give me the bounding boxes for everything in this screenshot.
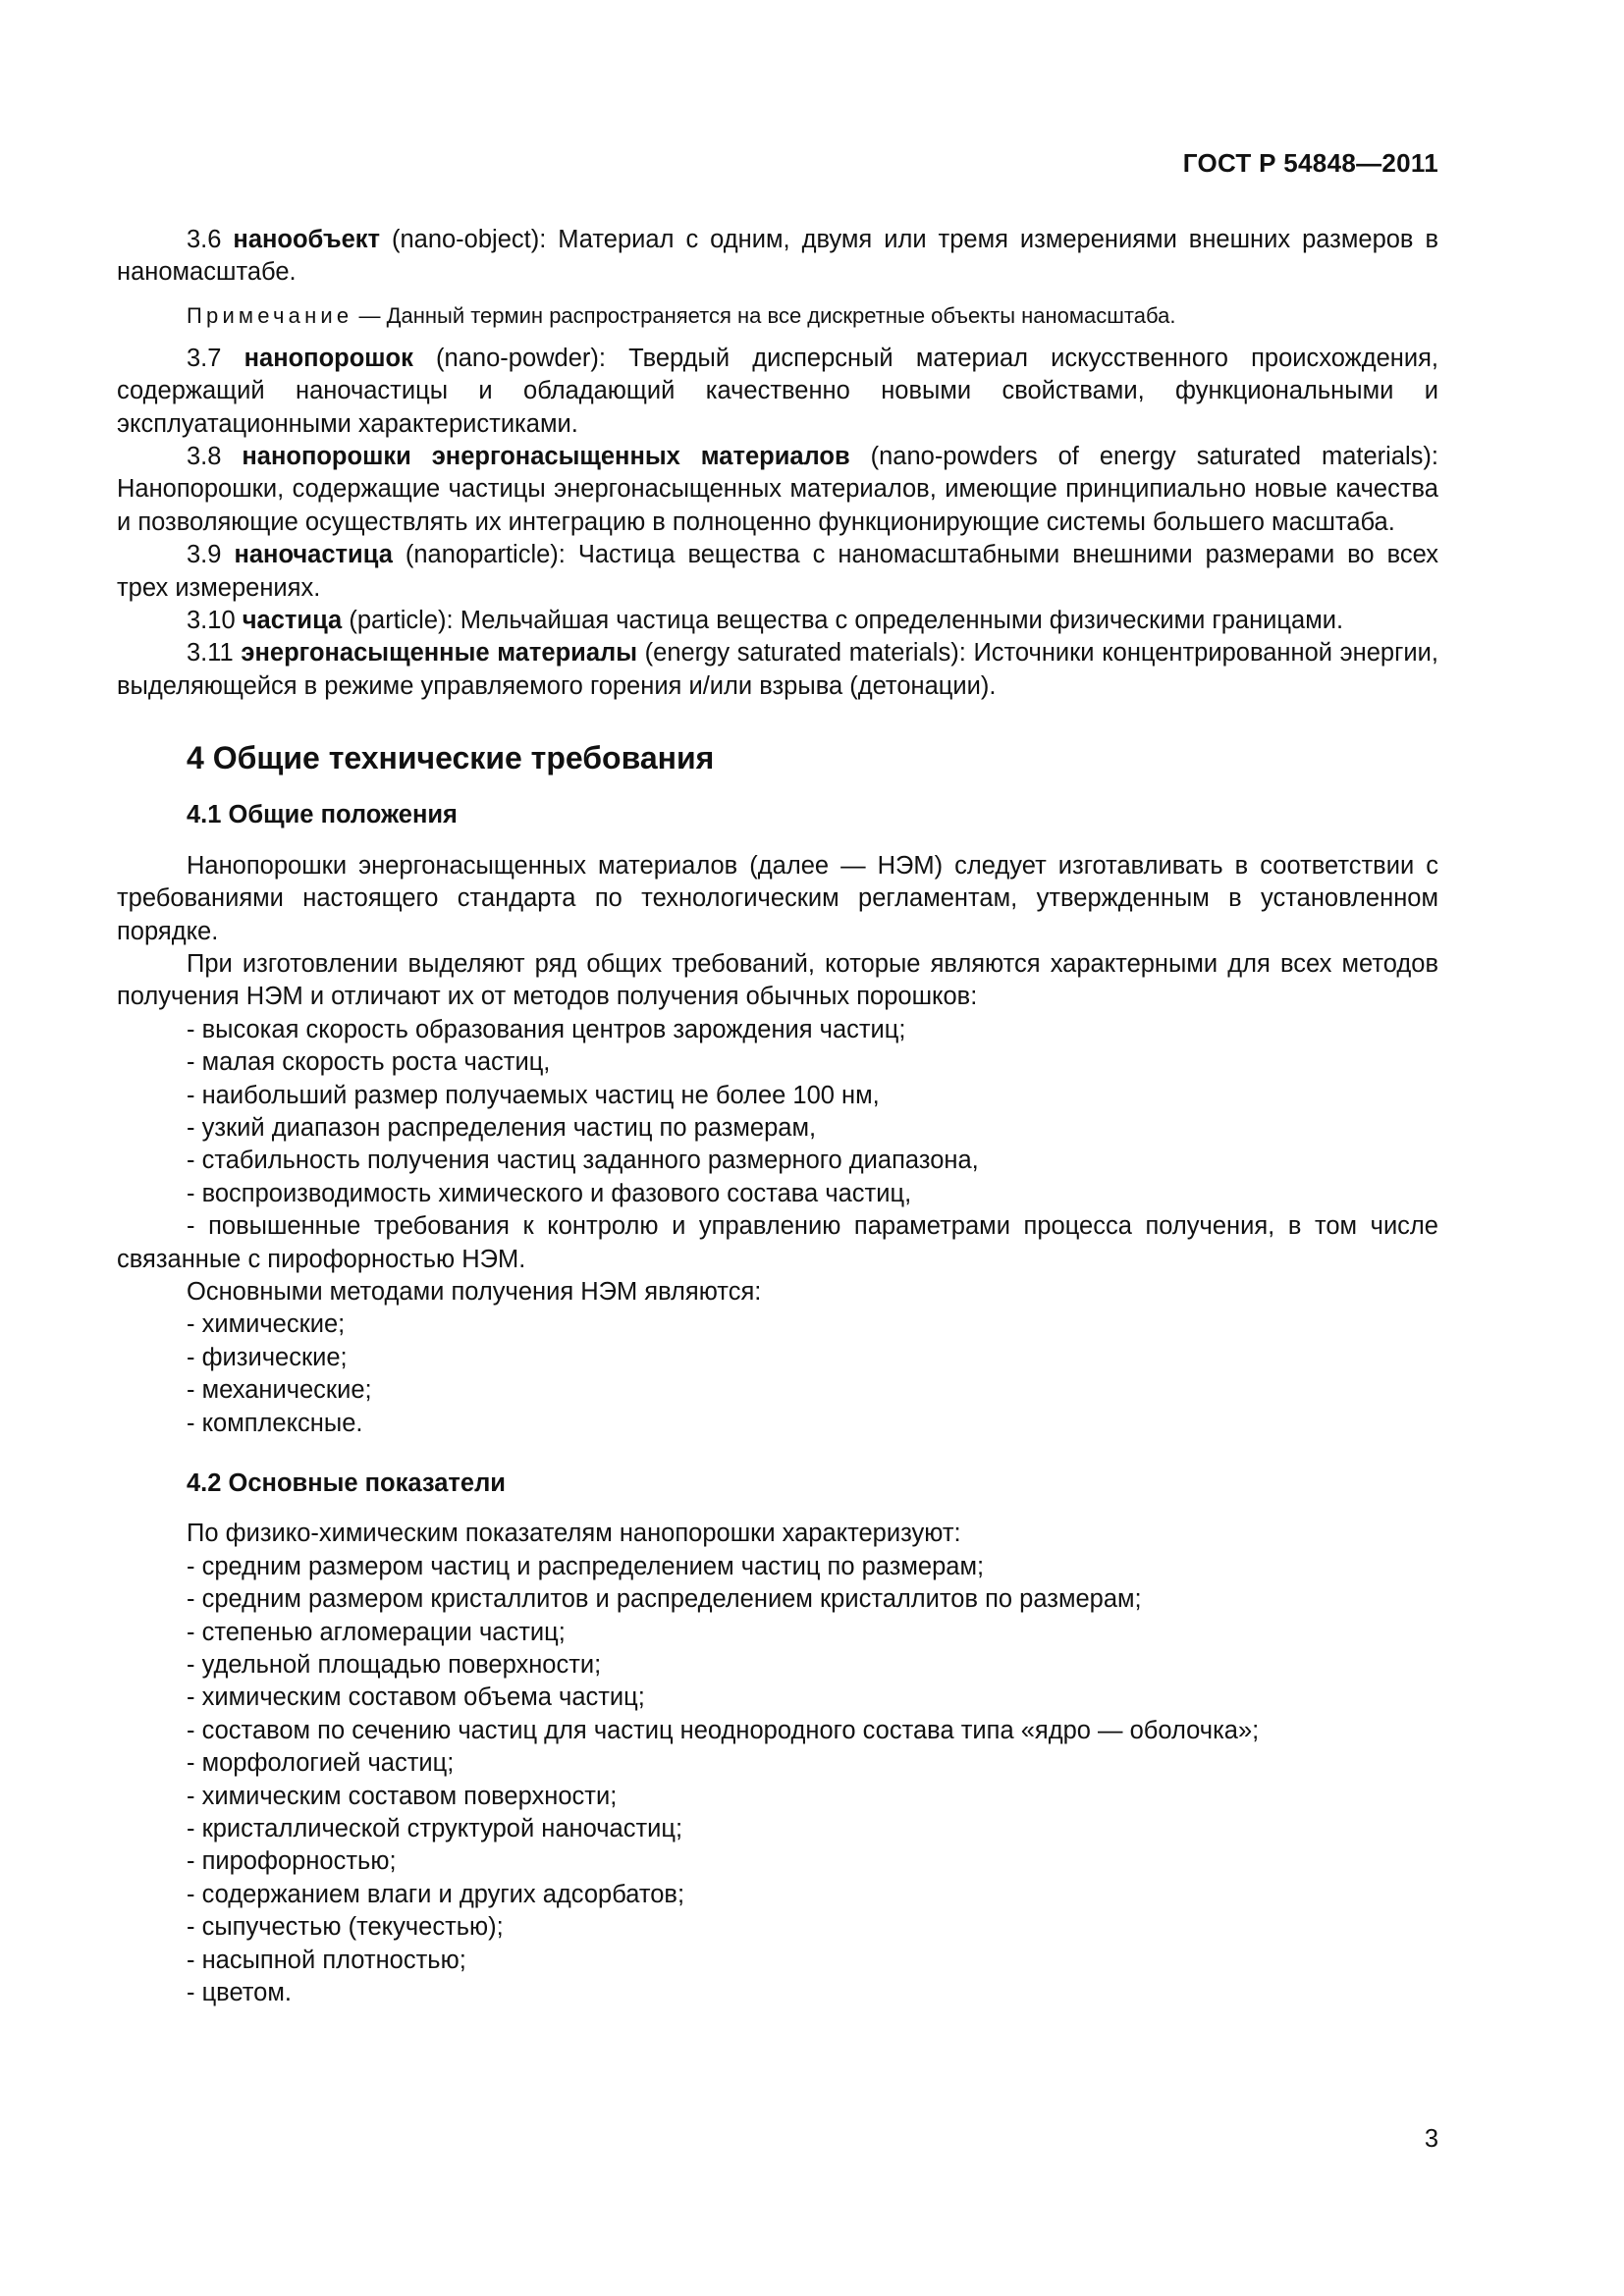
term-definition: (nano-powders of energy saturated materials): Нанопорошки, содержащие частицы энергонасыщенных материалов, имеющие принципиально новые качества и позволяющие осуществлять их интеграцию в полноценно функционирующие системы большего масштаба. xyxy=(117,443,1438,536)
subsection-4-1-title: 4.1 Общие положения xyxy=(187,801,458,829)
list-item: - воспроизводимость химического и фазового состава частиц, xyxy=(187,1179,912,1207)
document-id-header: ГОСТ Р 54848—2011 xyxy=(1182,148,1438,178)
list-item: - цветом. xyxy=(187,1979,292,2007)
list-item: - повышенные требования к контролю и управлению параметрами процесса получения, в том числе связанные с пирофорностью НЭМ. xyxy=(117,1212,1438,1273)
list-item: - стабильность получения частиц заданного размерного диапазона, xyxy=(187,1147,979,1175)
term-name: энергонасыщенные материалы xyxy=(241,639,637,667)
list-item: - химическим составом объема частиц; xyxy=(187,1683,645,1712)
term-number: 3.10 xyxy=(187,607,236,635)
list-item: - морфологией частиц; xyxy=(187,1749,455,1778)
list-item: - содержанием влаги и других адсорбатов; xyxy=(187,1880,685,1908)
document-content xyxy=(117,224,1438,2010)
list-item: - удельной площадью поверхности; xyxy=(187,1651,602,1680)
list-item: - химическим составом поверхности; xyxy=(187,1782,618,1810)
list-item: - химические; xyxy=(187,1310,346,1339)
paragraph: По физико-химическим показателям нанопорошки характеризуют: xyxy=(187,1520,961,1548)
document-page xyxy=(117,0,1438,2296)
term-name: нанопорошки энергонасыщенных материалов xyxy=(242,443,850,471)
list-item: - узкий диапазон распределения частиц по размерам, xyxy=(187,1113,817,1142)
term-number: 3.11 xyxy=(187,639,234,667)
term-name: нанообъект xyxy=(233,226,380,253)
note-label: Примечание xyxy=(187,302,353,328)
list-item: - физические; xyxy=(187,1343,348,1371)
note xyxy=(117,301,1438,331)
term-definition: (nano-object): Материал с одним, двумя или тремя измерениями внешних размеров в наномасштабе. xyxy=(117,226,1438,287)
term-name: нанопорошок xyxy=(244,344,413,372)
term-3-6 xyxy=(117,224,1438,290)
term-definition: (particle): Мельчайшая частица вещества с определенными физическими границами. xyxy=(342,607,1344,635)
term-3-9 xyxy=(117,539,1438,605)
term-3-11 xyxy=(117,637,1438,703)
list-item: - степенью агломерации частиц; xyxy=(187,1618,566,1646)
subsection-4-2-title: 4.2 Основные показатели xyxy=(187,1469,506,1497)
paragraph: При изготовлении выделяют ряд общих требований, которые являются характерными для всех методов получения НЭМ и отличают их от методов получения обычных порошков: xyxy=(117,949,1438,1011)
list-item: - насыпной плотностью; xyxy=(187,1946,466,1974)
paragraph: Основными методами получения НЭМ являются: xyxy=(187,1277,762,1306)
list-item: - сыпучестью (текучестью); xyxy=(187,1913,504,1942)
list-item: - малая скорость роста частиц, xyxy=(187,1048,551,1077)
term-definition: (nano-powder): Твердый дисперсный материал искусственного происхождения, содержащий наночастицы и обладающий качественно новыми свойствами, функциональными и эксплуатационными характеристиками. xyxy=(117,344,1438,438)
term-number: 3.6 xyxy=(187,226,222,253)
list-item: - средним размером частиц и распределением частиц по размерам; xyxy=(187,1552,985,1580)
term-name: наночастица xyxy=(234,541,393,569)
page-number: 3 xyxy=(1424,2125,1438,2153)
term-number: 3.7 xyxy=(187,344,222,372)
term-3-10 xyxy=(117,605,1438,637)
term-3-8 xyxy=(117,441,1438,539)
list-item: - механические; xyxy=(187,1376,372,1405)
list-item: - высокая скорость образования центров зарождения частиц; xyxy=(187,1015,906,1043)
paragraph: Нанопорошки энергонасыщенных материалов (далее — НЭМ) следует изготавливать в соответствии с требованиями настоящего стандарта по технологическим регламентам, утвержденным в установленном порядке. xyxy=(117,851,1438,945)
section-4-title: 4 Общие технические требования xyxy=(187,740,715,776)
list-item: - средним размером кристаллитов и распределением кристаллитов по размерам; xyxy=(187,1585,1142,1614)
list-item: - составом по сечению частиц для частиц неоднородного состава типа «ядро — оболочка»; xyxy=(187,1716,1260,1744)
list-item: - комплексные. xyxy=(187,1409,363,1437)
list-item: - кристаллической структурой наночастиц; xyxy=(187,1815,683,1843)
term-number: 3.9 xyxy=(187,541,222,569)
term-3-7 xyxy=(117,343,1438,441)
note-text: — Данный термин распространяется на все дискретные объекты наномасштаба. xyxy=(352,302,1176,328)
term-definition: (energy saturated materials): Источники концентрированной энергии, выделяющейся в режиме управляемого горения и/или взрыва (детонации). xyxy=(117,639,1438,700)
term-name: частица xyxy=(242,607,343,635)
term-number: 3.8 xyxy=(187,443,222,471)
list-item: - пирофорностью; xyxy=(187,1847,397,1876)
list-item: - наибольший размер получаемых частиц не более 100 нм, xyxy=(187,1081,880,1109)
term-definition: (nanoparticle): Частица вещества с наномасштабными внешними размерами во всех трех измерениях. xyxy=(117,541,1438,602)
